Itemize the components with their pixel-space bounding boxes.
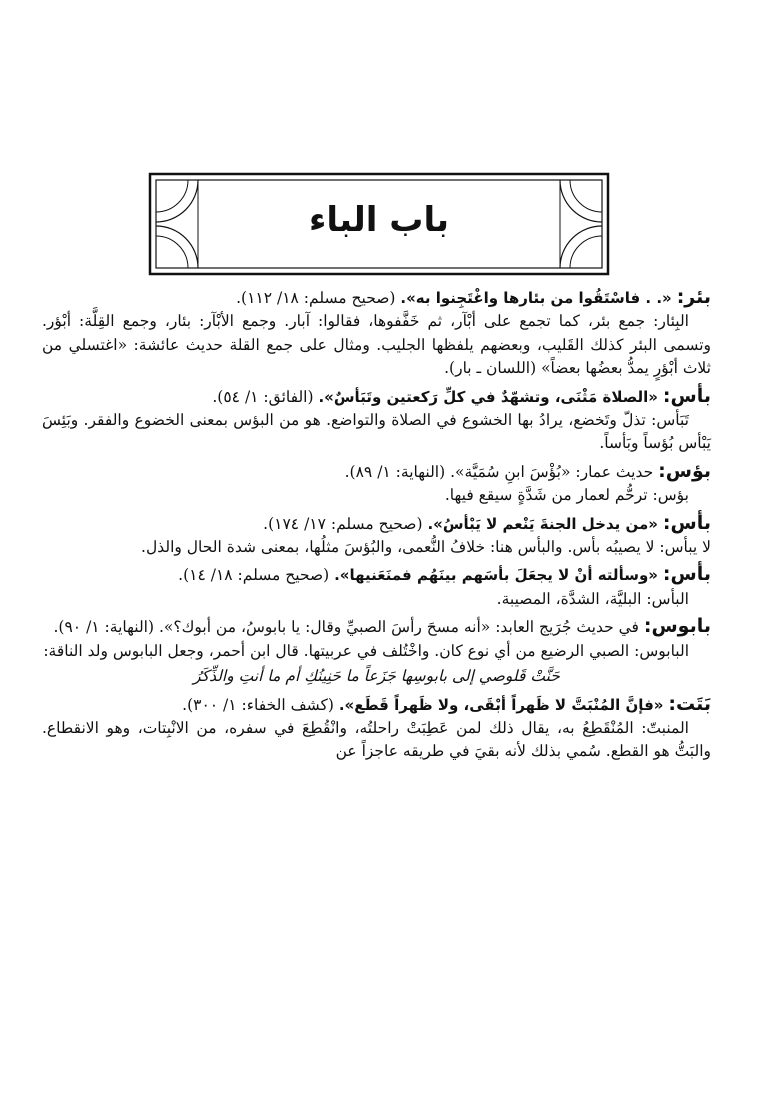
entry-poem: حَنَّتْ قَلوصي إلى بابوسِها جَزَعاً ما حَنِينُكِ أم ما أنتِ والذِّكَرُ — [193, 667, 560, 686]
entry-headword: بؤس: — [658, 459, 711, 482]
entry-body: البابوس: الصبي الرضيع من أي نوع كان. واخْتُلف في عربيتها. قال ابن أحمر، وجعل البابوس ولد الناقة: — [43, 641, 689, 660]
entry-body: المنبتّ: المُنْقَطِعُ به، يقال ذلك لمن عَطِبَتْ راحلتُه، وانْقُطِعَ في سفره، من الانْبِتات، وهو الانقطاع. والبَتُّ هو القطع. سُمي بذلك لأنه بقيَ في طريقه عاجزاً عن — [42, 718, 711, 761]
entry — [42, 286, 711, 381]
entry-headword: بَتَت: — [668, 692, 711, 715]
entry-quote: «فإنَّ المُنْبَتَّ لا ظَهراً أبْقَى، ولا ظَهراً قَطَع». — [338, 695, 664, 714]
entry-reference: (صحيح مسلم: ١٧/ ١٧٤). — [263, 514, 423, 533]
entry — [42, 693, 711, 764]
entry-reference: (كشف الخفاء: ١/ ٣٠٠). — [182, 695, 334, 714]
entry-reference: (الفائق: ١/ ٥٤). — [212, 387, 314, 406]
dictionary-entries — [42, 286, 711, 768]
entry — [42, 615, 711, 688]
entry-body: تَبَأس: تذلّ وتَخضع، يرادُ بها الخشوع في الصلاة والتواضع. هو من البؤس بمعنى الخضوع والفقر. وبَئِسَ يَبْأس بُؤساً وبَأساً. — [42, 411, 711, 453]
entry-reference: (النهاية: ١/ ٨٩). — [344, 462, 446, 481]
entry-headword: بأس: — [662, 563, 711, 586]
chapter-title: باب الباء — [309, 200, 449, 240]
entry-quote: في حديث جُرَيج العابد: «أنه مسحَ رأسَ الصبيِّ وقال: يا بابوسُ، من أبوك؟». — [158, 618, 639, 637]
entry — [42, 385, 711, 456]
entry-headword: بأس: — [662, 511, 711, 534]
entry-reference: (صحيح مسلم: ١٨/ ١١٢). — [236, 289, 396, 307]
entry-headword: بابوس: — [643, 615, 711, 638]
chapter-header-frame — [148, 172, 610, 276]
entry-quote: «. . فاسْتَقُوا من بئارها واغْتَجِنوا به». — [400, 289, 672, 307]
entry-quote: حديث عمار: «بُؤْسَ ابنِ سُمَيَّة». — [450, 462, 654, 481]
entry — [42, 512, 711, 560]
entry-body: البِئار: جمع بئر، كما تجمع على أبْآر، ثم خَفَّفوها، فقالوا: آبار. وجمع الأبْآر: بئار، وجمع القِلَّة: أبْؤر. وتسمى البئر كذلك القَليب، وبعضهم يلفظها الجليب. ومثال على جمع القلة حديث عائشة: «اغتسلي من ثلاث أبْؤرٍ يمدُّ بعضُها بعضاً» (اللسان ـ بار). — [42, 312, 711, 378]
entry-headword: بئر: — [676, 286, 711, 308]
entry-body: بؤس: ترحُّم لعمار من شَدَّةٍ سيقع فيها. — [444, 486, 689, 505]
entry-reference: (النهاية: ١/ ٩٠). — [53, 618, 155, 637]
entry — [42, 460, 711, 508]
entry-reference: (صحيح مسلم: ١٨/ ١٤). — [178, 566, 330, 585]
entry — [42, 563, 711, 611]
entry-body: لا يبأس: لا يصيبُه بأس. والبأس هنا: خلافُ النُّعمى، والبُؤسَ مثلُها، بمعنى شدة الحال والذل. — [141, 538, 711, 557]
entry-body: البأس: البليَّة، الشدَّة، المصيبة. — [496, 589, 689, 608]
entry-quote: «من يدخل الجنةَ يَنْعم لا يَبْأسُ». — [427, 514, 658, 533]
entry-headword: بأس: — [662, 384, 711, 407]
entry-quote: «الصلاة مَثْنَى، وتشهّدٌ في كلِّ رَكعتين وتَبَأسٌ». — [318, 387, 658, 406]
entry-quote: «وسألته أنْ لا يجعَلَ بأسَهم بينَهُم فمنَعَنيها». — [334, 566, 658, 585]
